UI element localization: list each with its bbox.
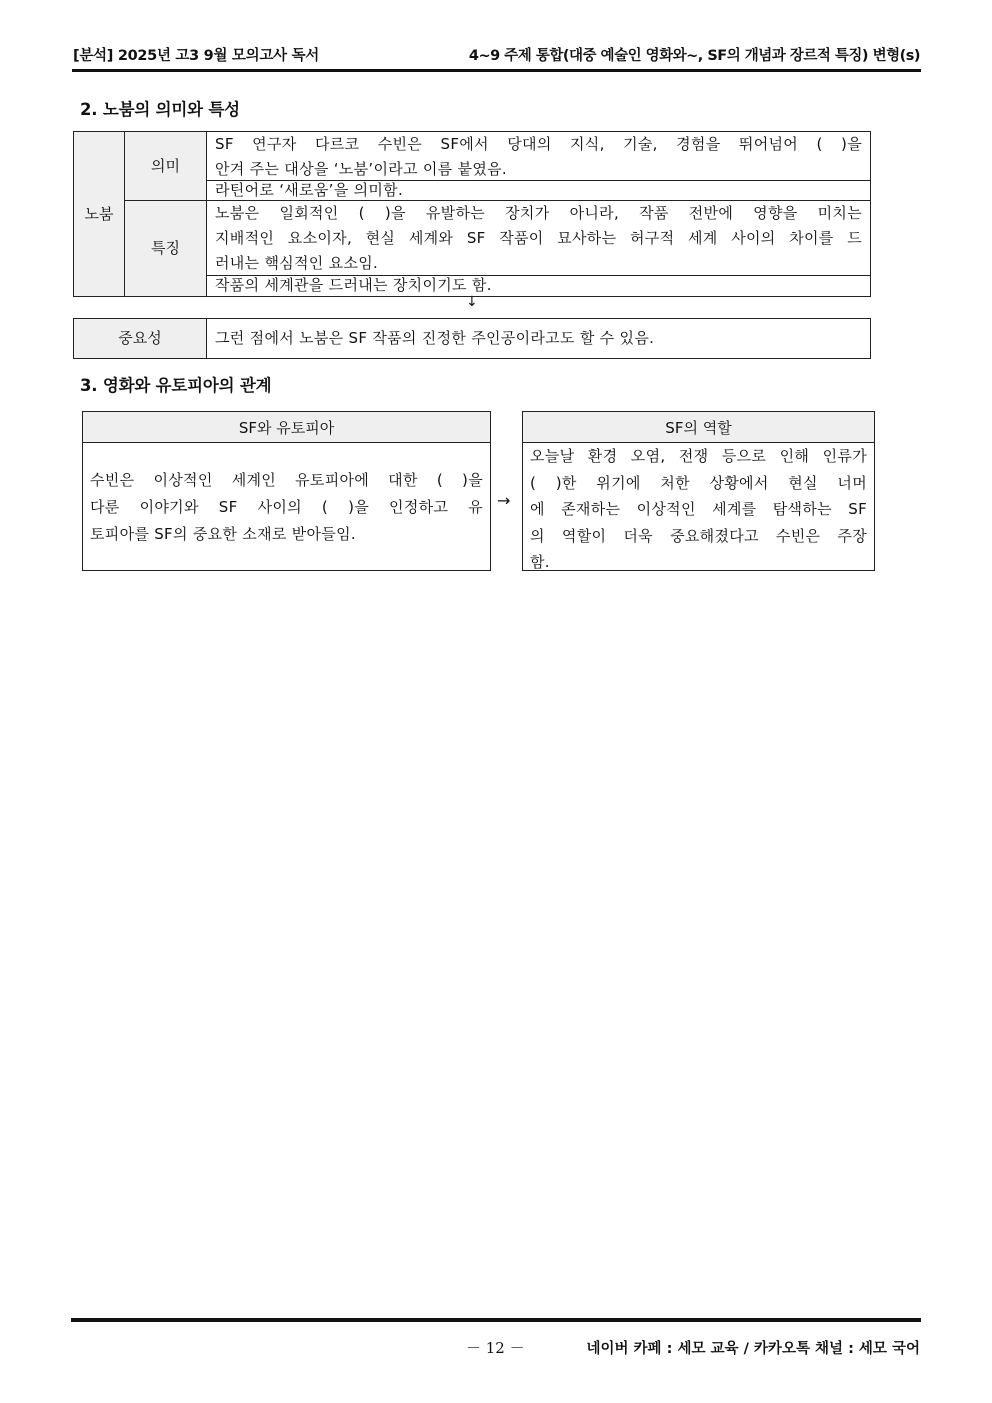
sf-utopia-line-2: 다룬 이야기와 SF 사이의 ( )을 인정하고 유 — [90, 498, 483, 516]
sf-role-box — [522, 411, 875, 571]
meaning-line-1: SF 연구자 다르코 수빈은 SF에서 당대의 지식, 기술, 경험을 뛰어넘어 ( )을 — [215, 135, 862, 153]
footer-rule — [71, 1318, 921, 1322]
feature-sub-cell — [206, 275, 871, 297]
down-arrow-icon: ↓ — [466, 294, 478, 310]
meaning-main-cell — [206, 131, 871, 181]
importance-text: 그런 점에서 노붐은 SF 작품의 진정한 주인공이라고도 할 수 있음. — [215, 329, 655, 347]
sf-utopia-line-1: 수빈은 이상적인 세계인 유토피아에 대한 ( )을 — [90, 471, 483, 489]
sf-utopia-body — [83, 443, 490, 548]
header-title: [분석] 2025년 고3 9월 모의고사 독서 — [73, 48, 319, 64]
sf-role-line-3: 에 존재하는 이상적인 세계를 탐색하는 SF — [530, 500, 867, 518]
importance-cell — [206, 318, 871, 359]
feature-line-4: 작품의 세계관을 드러내는 장치이기도 함. — [215, 276, 492, 294]
sf-role-line-5: 함. — [530, 553, 550, 571]
feature-line-1: 노붐은 일회적인 ( )을 유발하는 장치가 아니라, 작품 전반에 영향을 미치는 — [215, 204, 862, 222]
sf-role-head: SF의 역할 — [523, 412, 874, 443]
meaning-label: 의미 — [124, 131, 207, 201]
feature-line-2: 지배적인 요소이자, 현실 세계와 SF 작품이 묘사하는 허구적 세계 사이의 차이를 드 — [215, 229, 862, 247]
sf-role-body — [523, 443, 874, 576]
sf-role-line-1: 오늘날 환경 오염, 전쟁 등으로 인해 인류가 — [530, 447, 867, 465]
section3-title: 3. 영화와 유토피아의 관계 — [80, 376, 272, 395]
sf-utopia-box — [82, 411, 491, 571]
right-arrow-icon: → — [497, 491, 511, 510]
page-number: － 12 － — [466, 1339, 525, 1357]
novum-row-label: 노붐 — [73, 131, 125, 297]
header-rule — [72, 69, 921, 72]
feature-main-cell — [206, 200, 871, 276]
meaning-line-2: 안겨 주는 대상을 ‘노붐’이라고 이름 붙였음. — [215, 160, 507, 178]
feature-line-3: 러내는 핵심적인 요소임. — [215, 254, 379, 272]
header-subtitle: 4~9 주제 통합(대중 예술인 영화와~, SF의 개념과 장르적 특징) 변형(s) — [468, 48, 920, 64]
importance-label: 중요성 — [73, 318, 207, 359]
sf-role-line-4: 의 역할이 더욱 중요해졌다고 수빈은 주장 — [530, 526, 867, 545]
meaning-line-3: 라틴어로 ‘새로움’을 의미함. — [215, 181, 404, 199]
feature-label: 특징 — [124, 200, 207, 297]
meaning-sub-cell — [206, 180, 871, 201]
sf-utopia-head: SF와 유토피아 — [83, 412, 490, 443]
sf-role-line-2: ( )한 위기에 처한 상황에서 현실 너머 — [530, 473, 867, 492]
sf-utopia-line-3: 토피아를 SF의 중요한 소재로 받아들임. — [90, 525, 356, 543]
footer-channel-info: 네이버 카페 : 세모 교육 / 카카오톡 채널 : 세모 국어 — [586, 1341, 920, 1357]
section2-title: 2. 노붐의 의미와 특성 — [80, 100, 240, 119]
